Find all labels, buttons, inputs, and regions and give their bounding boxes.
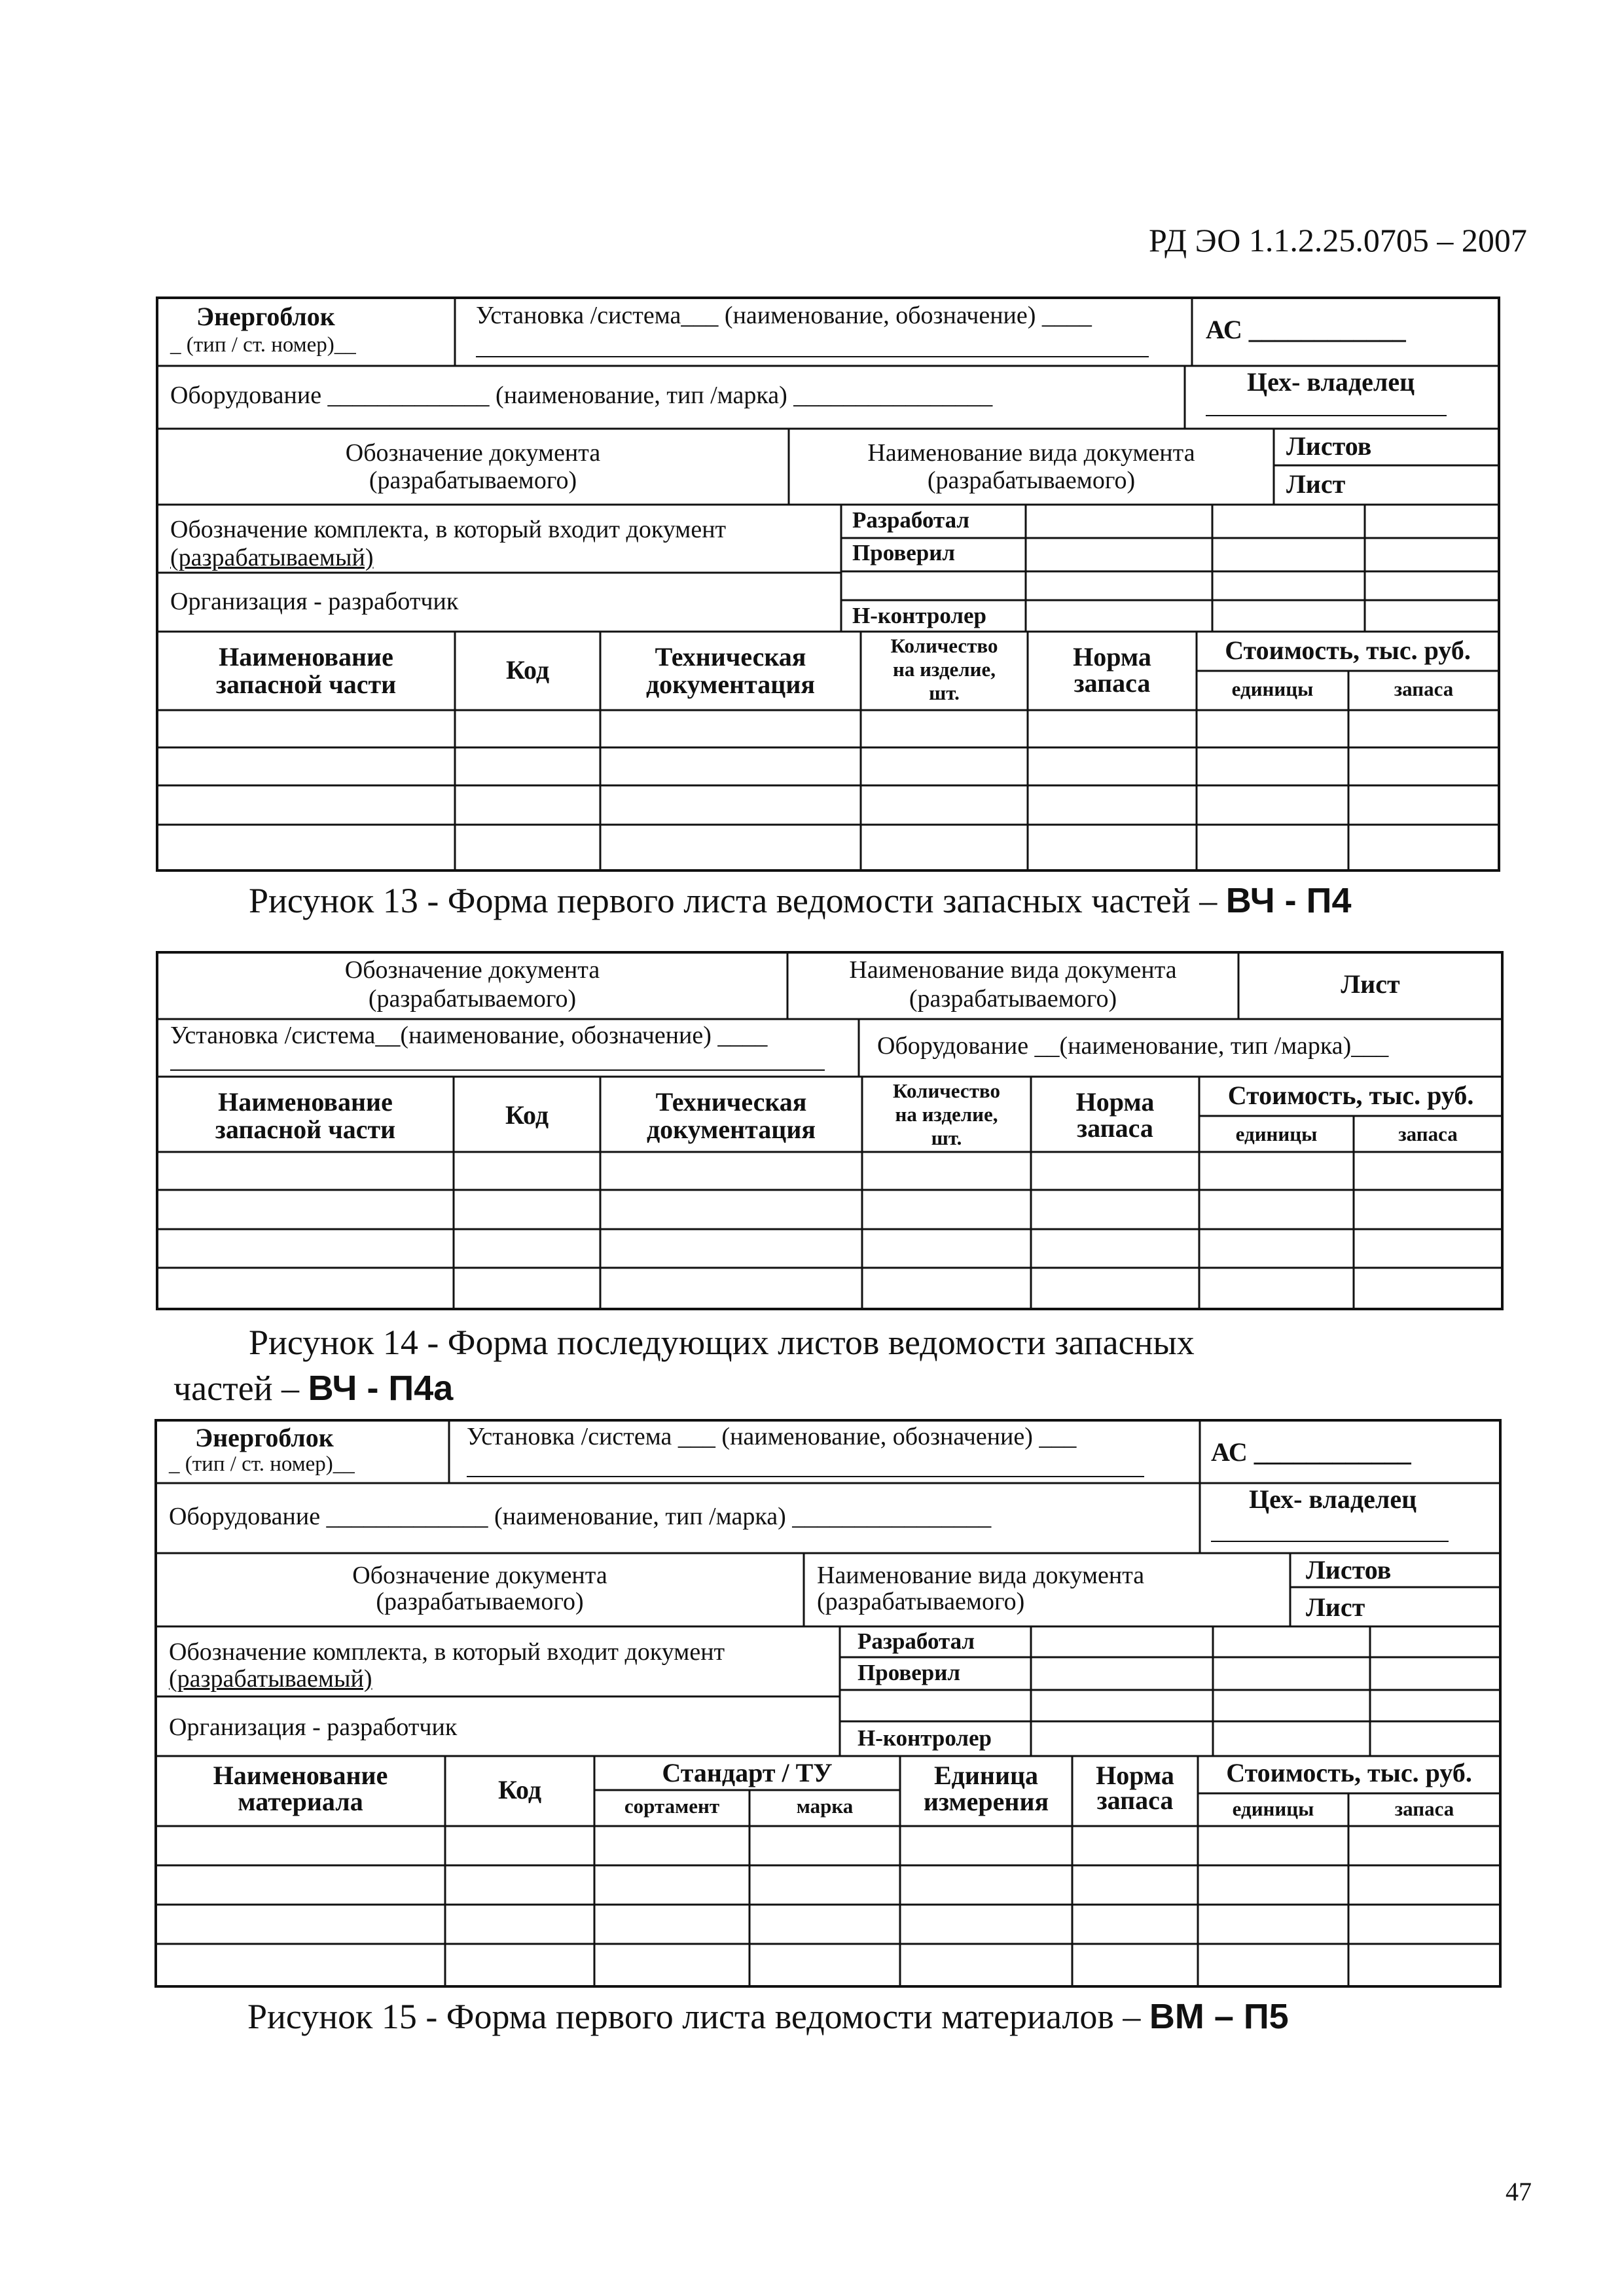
doc-designation-sub: (разрабатываемого): [369, 467, 577, 494]
doc-kind-label: Наименование вида документа: [849, 956, 1177, 984]
caption-fig14-line2: частей – ВЧ - П4а: [173, 1369, 454, 1408]
caption-fig15: Рисунок 15 - Форма первого листа ведомости материалов – ВМ – П5: [247, 1997, 1289, 2036]
col-cost-unit: единицы: [1231, 677, 1314, 700]
energoblok-label: Энергоблок: [196, 302, 335, 331]
doc-kind-label: Наименование вида документа: [867, 439, 1195, 467]
installation-field: Установка /система___ (наименование, обозначение) ____: [476, 302, 1092, 329]
col-quantity: Количество: [893, 1079, 1000, 1102]
col-quantity-2: на изделие,: [895, 1103, 998, 1126]
role-norm-control: Н-контролер: [852, 603, 987, 628]
sheet-label: Лист: [1286, 469, 1346, 499]
col-name: Наименование: [219, 642, 393, 672]
col-norm-sub: запаса: [1074, 668, 1151, 698]
form-fig13: [157, 298, 1499, 870]
caption-fig13: Рисунок 13 - Форма первого листа ведомости запасных частей – ВЧ - П4: [249, 881, 1352, 920]
role-checked: Проверил: [852, 540, 956, 565]
col-cost: Стоимость, тыс. руб.: [1226, 1758, 1472, 1787]
doc-kind-sub: (разрабатываемого): [817, 1588, 1025, 1615]
col-cost: Стоимость, тыс. руб.: [1225, 636, 1471, 665]
col-marka: марка: [796, 1795, 854, 1818]
form-fig15: [156, 1420, 1500, 1986]
col-name-sub: запасной части: [215, 1115, 396, 1144]
col-material-name-sub: материала: [238, 1787, 363, 1816]
doc-kind-sub: (разрабатываемого): [909, 985, 1117, 1013]
doc-designation-sub: (разрабатываемого): [376, 1588, 584, 1615]
col-norm-sub: запаса: [1096, 1785, 1174, 1815]
col-techdoc: Техническая: [655, 642, 806, 672]
workshop-owner-label: Цех- владелец: [1247, 367, 1415, 397]
col-name-sub: запасной части: [215, 670, 397, 699]
doc-kind-sub: (разрабатываемого): [927, 467, 1136, 494]
form-fig14: [157, 952, 1502, 1309]
col-code: Код: [505, 655, 550, 685]
set-designation-label: Обозначение комплекта, в который входит документ: [170, 516, 727, 543]
as-field: АС ____________: [1211, 1437, 1411, 1467]
doc-kind-label: Наименование вида документа: [817, 1562, 1145, 1589]
sheet-label: Лист: [1306, 1592, 1365, 1622]
col-norm: Норма: [1075, 1087, 1155, 1117]
sheet-label: Лист: [1341, 969, 1400, 999]
col-material-name: Наименование: [213, 1761, 388, 1790]
role-checked: Проверил: [857, 1660, 961, 1685]
col-cost: Стоимость, тыс. руб.: [1227, 1081, 1474, 1110]
col-quantity-2: на изделие,: [892, 658, 996, 681]
col-quantity-3: шт.: [931, 1126, 962, 1149]
as-field: АС ____________: [1206, 315, 1406, 344]
doc-designation-sub: (разрабатываемого): [368, 985, 577, 1013]
set-designation-sub: (разрабатываемый): [169, 1665, 372, 1693]
equipment-field: Оборудование _____________ (наименование, тип /марка) ________________: [169, 1503, 992, 1530]
col-code: Код: [505, 1100, 549, 1130]
energoblok-label: Энергоблок: [195, 1423, 334, 1452]
doc-designation-label: Обозначение документа: [352, 1562, 607, 1589]
type-number-label: _ (тип / ст. номер)__: [169, 1452, 355, 1476]
col-unit-measure: Единица: [933, 1761, 1039, 1790]
doc-designation-label: Обозначение документа: [345, 439, 601, 467]
installation-field: Установка /система__(наименование, обозначение) ____: [170, 1022, 768, 1049]
col-norm: Норма: [1096, 1761, 1174, 1790]
sheets-count-label: Листов: [1286, 431, 1372, 461]
doc-designation-label: Обозначение документа: [344, 956, 600, 984]
col-norm-sub: запаса: [1077, 1113, 1153, 1143]
organization-label: Организация - разработчик: [169, 1713, 458, 1741]
type-number-label: _ (тип / ст. номер)__: [170, 333, 356, 357]
caption-fig14-line1: Рисунок 14 - Форма последующих листов ведомости запасных: [249, 1323, 1195, 1362]
set-designation-sub: (разрабатываемый): [170, 544, 374, 571]
col-techdoc: Техническая: [655, 1087, 807, 1117]
sheets-count-label: Листов: [1306, 1555, 1392, 1585]
col-sortament: сортамент: [624, 1795, 720, 1818]
col-norm: Норма: [1073, 642, 1151, 672]
col-techdoc-sub: документация: [645, 670, 816, 699]
page-number: 47: [1506, 2177, 1532, 2206]
col-code: Код: [497, 1775, 542, 1804]
role-developed: Разработал: [852, 507, 970, 533]
col-cost-stock: запаса: [1394, 677, 1454, 700]
role-developed: Разработал: [857, 1628, 975, 1654]
organization-label: Организация - разработчик: [170, 588, 459, 615]
col-unit-measure-sub: измерения: [923, 1787, 1049, 1816]
installation-field: Установка /система ___ (наименование, обозначение) ___: [467, 1423, 1077, 1450]
col-quantity-3: шт.: [929, 681, 960, 704]
col-name: Наименование: [218, 1087, 393, 1117]
col-cost-stock: запаса: [1398, 1122, 1458, 1145]
role-norm-control: Н-контролер: [857, 1725, 992, 1751]
col-techdoc-sub: документация: [646, 1115, 816, 1144]
col-cost-unit: единицы: [1235, 1122, 1318, 1145]
equipment-field: Оборудование _____________ (наименование, тип /марка) ________________: [170, 382, 993, 409]
equipment-field: Оборудование __(наименование, тип /марка)___: [877, 1032, 1389, 1060]
col-quantity: Количество: [890, 634, 998, 657]
set-designation-label: Обозначение комплекта, в который входит документ: [169, 1638, 725, 1666]
document-code: РД ЭО 1.1.2.25.0705 – 2007: [1149, 222, 1527, 259]
workshop-owner-label: Цех- владелец: [1249, 1484, 1417, 1514]
col-cost-stock: запаса: [1394, 1797, 1454, 1820]
col-cost-unit: единицы: [1232, 1797, 1314, 1820]
col-standard: Стандарт / ТУ: [662, 1758, 833, 1787]
